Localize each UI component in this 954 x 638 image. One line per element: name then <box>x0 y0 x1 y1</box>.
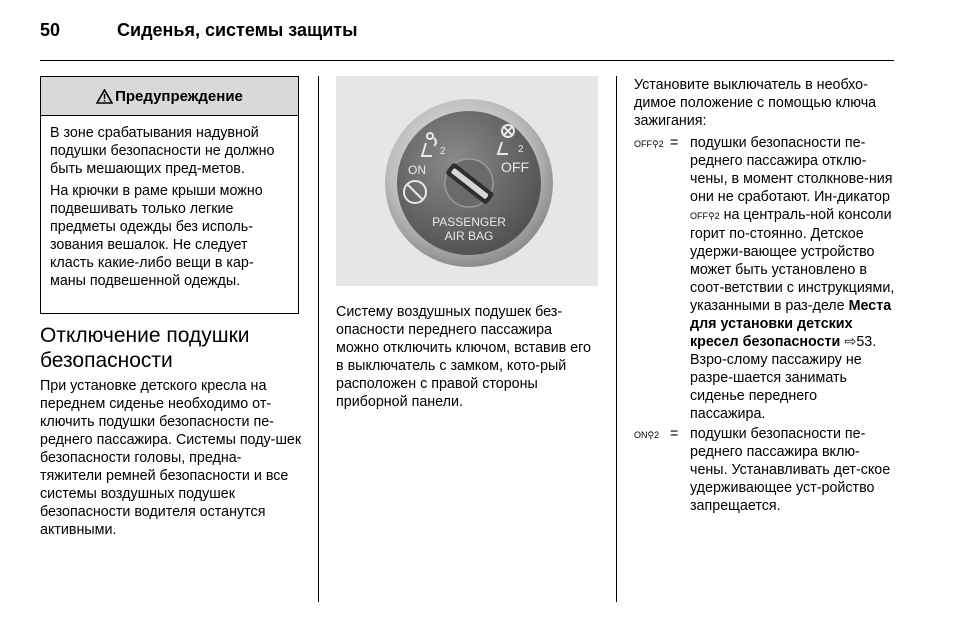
section-heading <box>40 323 250 373</box>
equals-sign: = <box>670 426 679 442</box>
middle-paragraph: Систему воздушных подушек без-опасности переднего пассажира можно отключить ключом, вставив его в выключатель с замком, кото-рый расположен с правой стороны приборной панели. <box>336 304 591 410</box>
section-heading-line2: безопасности <box>40 349 173 372</box>
header-divider <box>40 60 894 61</box>
key-slot <box>445 159 495 207</box>
warning-paragraph-2: На крючки в раме крыши можно подвешивать только легкие предметы одежды без исполь-зования вешалок. Не следует класть какие-либо вещи в кар-маны подвешенной одежды. <box>50 183 263 289</box>
page-ref-number[interactable]: 53 <box>856 334 873 350</box>
warning-box <box>40 76 299 314</box>
switch-label-off: OFF <box>501 159 529 175</box>
airbag-on-symbol: ON⚲2 <box>634 430 660 440</box>
warning-paragraph-1: В зоне срабатывания надувной подушки безопасности не должно быть мешающих пред-метов. <box>50 125 275 177</box>
off-text-after: . Взро-слому пассажиру не разре-шается занимать сиденье переднего пассажира. <box>690 334 877 422</box>
airbag-on-description: подушки безопасности пе-реднего пассажира вклю-чены. Устанавливать дет-ское удерживающее уст-ройство запрещается. <box>690 426 891 514</box>
seat-number-left: 2 <box>440 146 446 157</box>
column-divider-right <box>616 76 617 602</box>
page-number: 50 <box>40 20 61 40</box>
section-intro: При установке детского кресла на переднем сиденье необходимо от-ключить подушки безопасности пе-реднего пассажира. Системы поду-шек безопасности головы, преднa-тяжители ремней безопасности и все системы воздушных подушек безопасности водителя останутся активными. <box>40 378 302 538</box>
airbag-off-inline-icon: OFF⚲2 <box>690 211 720 221</box>
off-text-before: подушки безопасности пе-реднего пассажира отклю-чены, в момент столкнове-ния они не сработают. Ин-дикатор <box>690 135 893 205</box>
warning-triangle-icon <box>96 89 113 104</box>
airbag-switch-photo <box>336 76 598 286</box>
section-heading-line1: Отключение подушки <box>40 324 250 347</box>
column-divider-left <box>318 76 319 602</box>
child-seat-locations-link[interactable]: Места для установки детских кресел безопасности <box>690 298 892 350</box>
switch-label-airbag: AIR BAG <box>444 229 494 243</box>
section-title: Сиденья, системы защиты <box>117 20 358 40</box>
equals-sign: = <box>670 135 679 151</box>
airbag-off-description <box>690 134 896 423</box>
seat-number-right: 2 <box>518 144 524 155</box>
warning-header <box>41 77 298 116</box>
right-intro: Установите выключатель в необхо-димое положение с помощью ключа зажигания: <box>634 77 877 129</box>
warning-title: Предупреждение <box>115 87 243 105</box>
page-ref-arrow-icon: ⇨ <box>844 334 857 350</box>
airbag-on-item <box>634 425 896 515</box>
airbag-off-item <box>634 134 896 423</box>
airbag-off-symbol: OFF⚲2 <box>634 139 664 149</box>
off-text-mid: на централь-ной консоли горит по-стоянно. Детское удержи-вающее устройство может быть установлено в соот-ветствии с инструкциями, указанными в раз-деле <box>690 207 895 314</box>
switch-label-on: ON <box>408 163 426 177</box>
switch-label-passenger: PASSENGER <box>432 215 506 229</box>
